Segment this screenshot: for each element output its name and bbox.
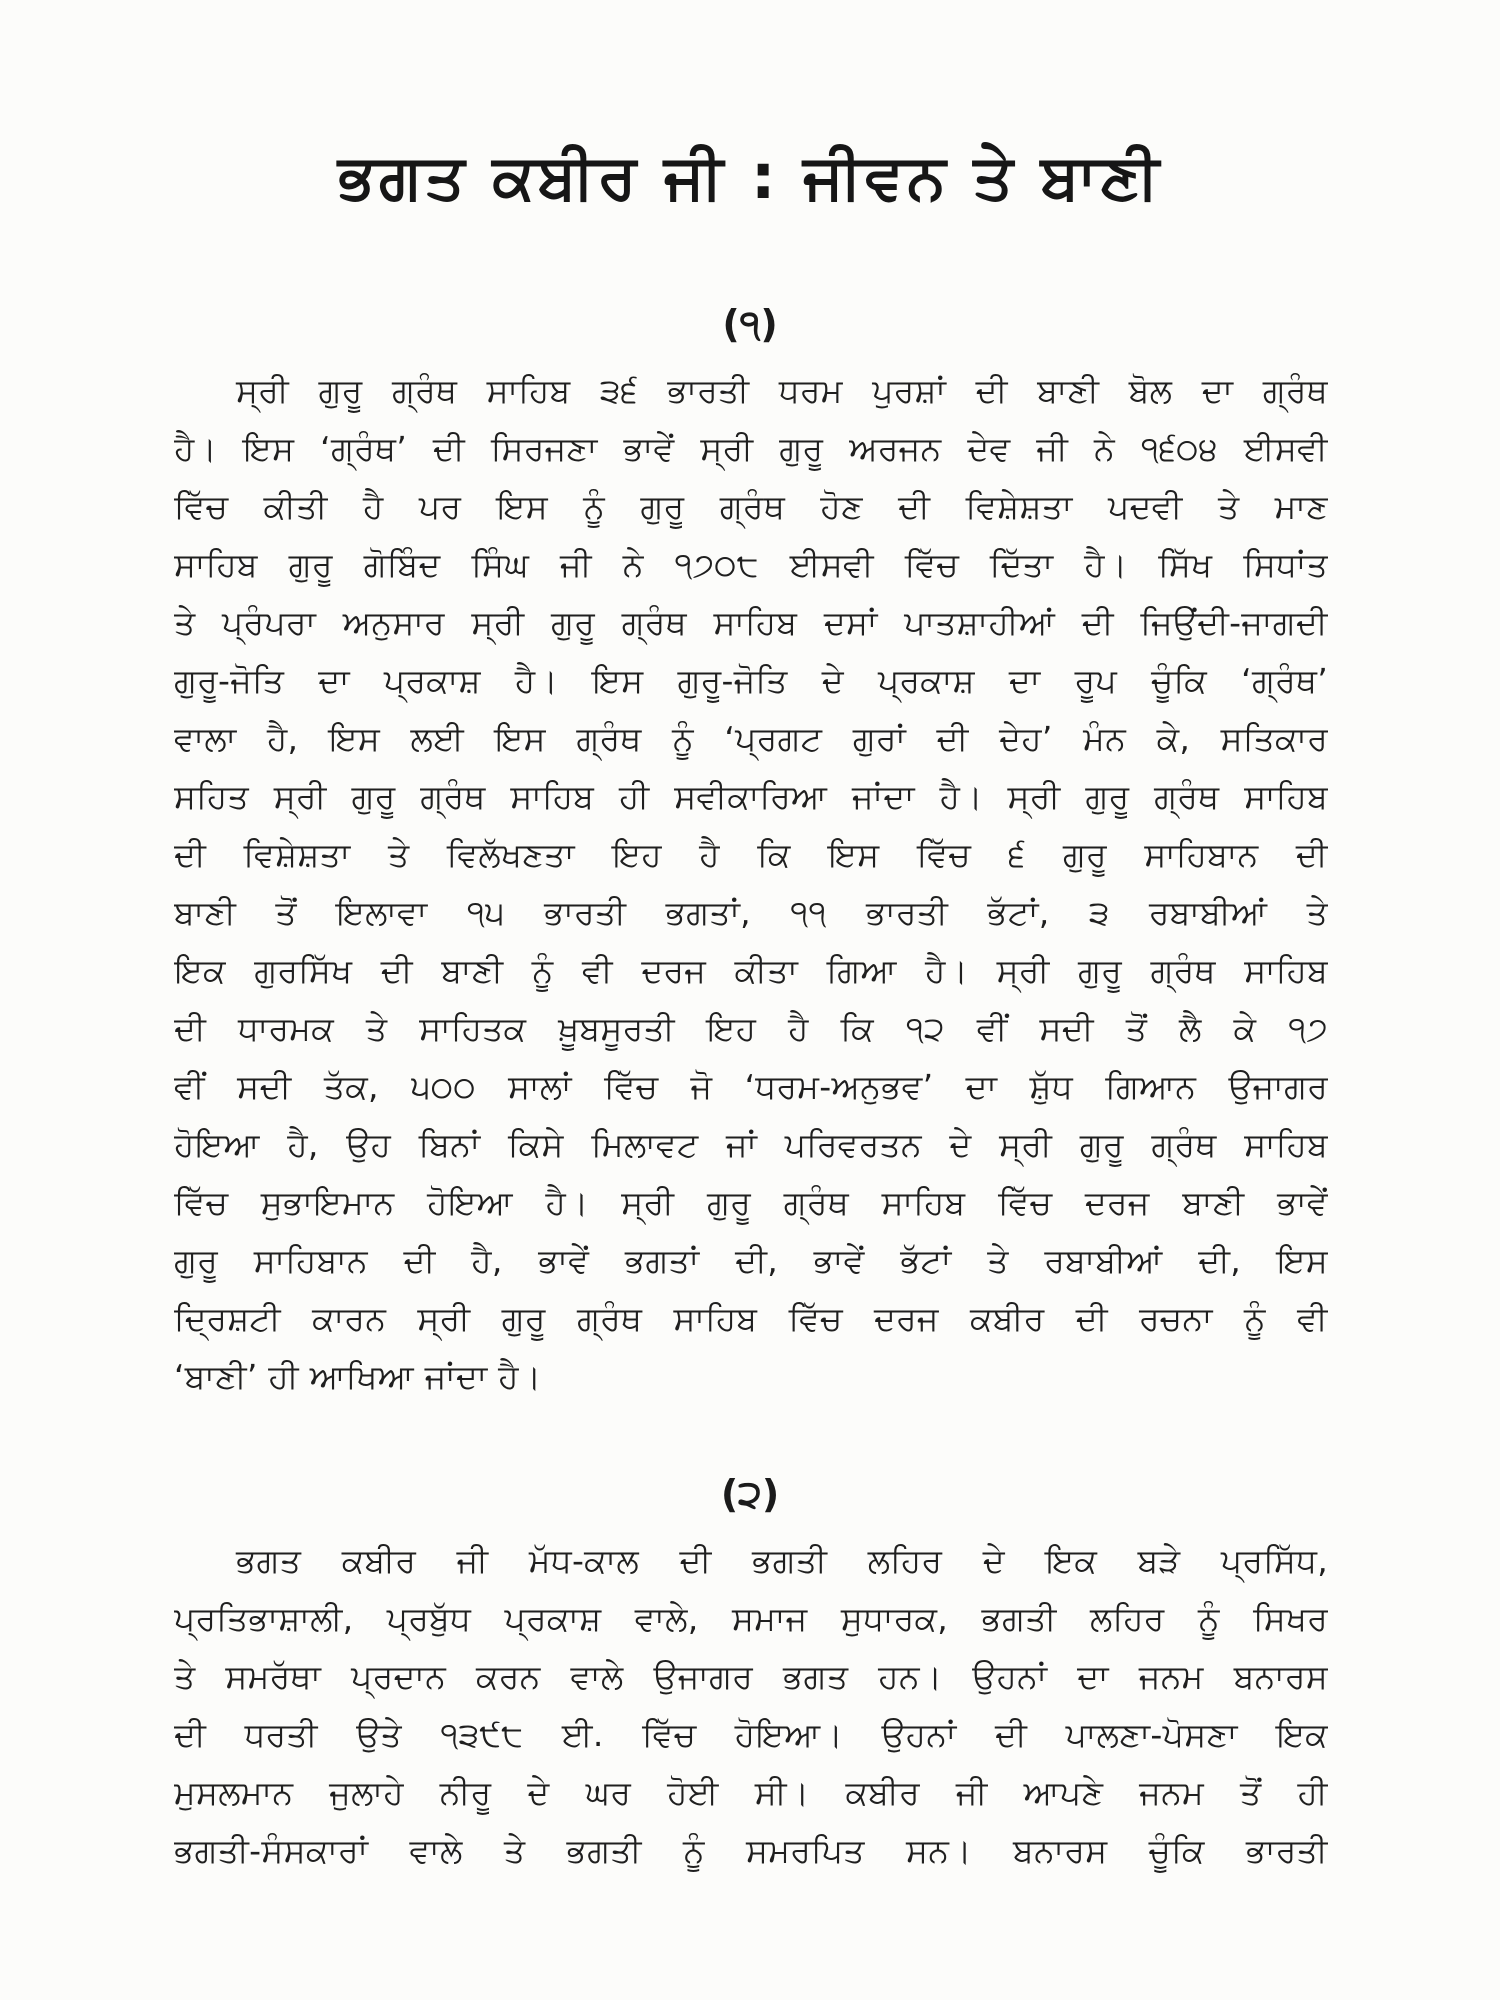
paragraph-line: ਬਾਣੀ ਤੋਂ ਇਲਾਵਾ ੧੫ ਭਾਰਤੀ ਭਗਤਾਂ, ੧੧ ਭਾਰਤੀ ਭੱਟਾਂ, ੩ ਰਬਾਬੀਆਂ ਤੇ bbox=[174, 893, 1328, 932]
paragraph-line: ਪ੍ਰਤਿਭਾਸ਼ਾਲੀ, ਪ੍ਰਬੁੱਧ ਪ੍ਰਕਾਸ਼ ਵਾਲੇ, ਸਮਾਜ ਸੁਧਾਰਕ, ਭਗਤੀ ਲਹਿਰ ਨੂੰ ਸਿਖਰ bbox=[174, 1599, 1328, 1638]
section-1-paragraph bbox=[174, 362, 1328, 1406]
paragraph-line: ‘ਬਾਣੀ’ ਹੀ ਆਖਿਆ ਜਾਂਦਾ ਹੈ। bbox=[174, 1357, 542, 1396]
paragraph-line: ਦੀ ਵਿਸ਼ੇਸ਼ਤਾ ਤੇ ਵਿਲੱਖਣਤਾ ਇਹ ਹੈ ਕਿ ਇਸ ਵਿੱਚ ੬ ਗੁਰੂ ਸਾਹਿਬਾਨ ਦੀ bbox=[174, 835, 1328, 874]
section-number-1: (੧) bbox=[722, 302, 778, 346]
paragraph-line: ਵੀਂ ਸਦੀ ਤੱਕ, ੫੦੦ ਸਾਲਾਂ ਵਿੱਚ ਜੋ ‘ਧਰਮ-ਅਨੁਭਵ’ ਦਾ ਸ਼ੁੱਧ ਗਿਆਨ ਉਜਾਗਰ bbox=[174, 1067, 1328, 1106]
paragraph-line: ਹੈ। ਇਸ ‘ਗ੍ਰੰਥ’ ਦੀ ਸਿਰਜਣਾ ਭਾਵੇਂ ਸ੍ਰੀ ਗੁਰੂ ਅਰਜਨ ਦੇਵ ਜੀ ਨੇ ੧੬੦੪ ਈਸਵੀ bbox=[174, 429, 1328, 468]
paragraph-line: ਦ੍ਰਿਸ਼ਟੀ ਕਾਰਨ ਸ੍ਰੀ ਗੁਰੂ ਗ੍ਰੰਥ ਸਾਹਿਬ ਵਿੱਚ ਦਰਜ ਕਬੀਰ ਦੀ ਰਚਨਾ ਨੂੰ ਵੀ bbox=[174, 1299, 1328, 1338]
paragraph-line: ਵਿੱਚ ਸੁਭਾਇਮਾਨ ਹੋਇਆ ਹੈ। ਸ੍ਰੀ ਗੁਰੂ ਗ੍ਰੰਥ ਸਾਹਿਬ ਵਿੱਚ ਦਰਜ ਬਾਣੀ ਭਾਵੇਂ bbox=[174, 1183, 1328, 1222]
page-title: ਭਗਤ ਕਬੀਰ ਜੀ : ਜੀਵਨ ਤੇ ਬਾਣੀ bbox=[337, 140, 1163, 213]
paragraph-line: ਦੀ ਧਾਰਮਕ ਤੇ ਸਾਹਿਤਕ ਖ਼ੂਬਸੂਰਤੀ ਇਹ ਹੈ ਕਿ ੧੨ ਵੀਂ ਸਦੀ ਤੋਂ ਲੈ ਕੇ ੧੭ bbox=[174, 1009, 1328, 1048]
paragraph-line: ਸਹਿਤ ਸ੍ਰੀ ਗੁਰੂ ਗ੍ਰੰਥ ਸਾਹਿਬ ਹੀ ਸਵੀਕਾਰਿਆ ਜਾਂਦਾ ਹੈ। ਸ੍ਰੀ ਗੁਰੂ ਗ੍ਰੰਥ ਸਾਹਿਬ bbox=[174, 777, 1328, 816]
paragraph-line: ਤੇ ਸਮਰੱਥਾ ਪ੍ਰਦਾਨ ਕਰਨ ਵਾਲੇ ਉਜਾਗਰ ਭਗਤ ਹਨ। ਉਹਨਾਂ ਦਾ ਜਨਮ ਬਨਾਰਸ bbox=[174, 1657, 1328, 1696]
paragraph-line: ਗੁਰੂ ਸਾਹਿਬਾਨ ਦੀ ਹੈ, ਭਾਵੇਂ ਭਗਤਾਂ ਦੀ, ਭਾਵੇਂ ਭੱਟਾਂ ਤੇ ਰਬਾਬੀਆਂ ਦੀ, ਇਸ bbox=[174, 1241, 1328, 1280]
paragraph-line: ਵਿੱਚ ਕੀਤੀ ਹੈ ਪਰ ਇਸ ਨੂੰ ਗੁਰੂ ਗ੍ਰੰਥ ਹੋਣ ਦੀ ਵਿਸ਼ੇਸ਼ਤਾ ਪਦਵੀ ਤੇ ਮਾਣ bbox=[174, 487, 1328, 526]
paragraph-line: ਹੋਇਆ ਹੈ, ਉਹ ਬਿਨਾਂ ਕਿਸੇ ਮਿਲਾਵਟ ਜਾਂ ਪਰਿਵਰਤਨ ਦੇ ਸ੍ਰੀ ਗੁਰੂ ਗ੍ਰੰਥ ਸਾਹਿਬ bbox=[174, 1125, 1328, 1164]
paragraph-line: ਮੁਸਲਮਾਨ ਜੁਲਾਹੇ ਨੀਰੂ ਦੇ ਘਰ ਹੋਈ ਸੀ। ਕਬੀਰ ਜੀ ਆਪਣੇ ਜਨਮ ਤੋਂ ਹੀ bbox=[174, 1773, 1328, 1812]
paragraph-line: ਗੁਰੂ-ਜੋਤਿ ਦਾ ਪ੍ਰਕਾਸ਼ ਹੈ। ਇਸ ਗੁਰੂ-ਜੋਤਿ ਦੇ ਪ੍ਰਕਾਸ਼ ਦਾ ਰੂਪ ਚੂੰਕਿ ‘ਗ੍ਰੰਥ’ bbox=[174, 661, 1328, 700]
paragraph-line: ਭਗਤੀ-ਸੰਸਕਾਰਾਂ ਵਾਲੇ ਤੇ ਭਗਤੀ ਨੂੰ ਸਮਰਪਿਤ ਸਨ। ਬਨਾਰਸ ਚੂੰਕਿ ਭਾਰਤੀ bbox=[174, 1831, 1328, 1870]
paragraph-line: ਦੀ ਧਰਤੀ ਉਤੇ ੧੩੯੮ ਈ. ਵਿੱਚ ਹੋਇਆ। ਉਹਨਾਂ ਦੀ ਪਾਲਣਾ-ਪੋਸਣਾ ਇਕ bbox=[174, 1715, 1328, 1754]
paragraph-line: ਸ੍ਰੀ ਗੁਰੂ ਗ੍ਰੰਥ ਸਾਹਿਬ ੩੬ ਭਾਰਤੀ ਧਰਮ ਪੁਰਸ਼ਾਂ ਦੀ ਬਾਣੀ ਬੋਲ ਦਾ ਗ੍ਰੰਥ bbox=[236, 371, 1328, 410]
paragraph-line: ਭਗਤ ਕਬੀਰ ਜੀ ਮੱਧ-ਕਾਲ ਦੀ ਭਗਤੀ ਲਹਿਰ ਦੇ ਇਕ ਬੜੇ ਪ੍ਰਸਿੱਧ, bbox=[236, 1541, 1328, 1580]
paragraph-line: ਸਾਹਿਬ ਗੁਰੂ ਗੋਬਿੰਦ ਸਿੰਘ ਜੀ ਨੇ ੧੭੦੮ ਈਸਵੀ ਵਿੱਚ ਦਿੱਤਾ ਹੈ। ਸਿੱਖ ਸਿਧਾਂਤ bbox=[174, 545, 1328, 584]
paragraph-line: ਵਾਲਾ ਹੈ, ਇਸ ਲਈ ਇਸ ਗ੍ਰੰਥ ਨੂੰ ‘ਪ੍ਰਗਟ ਗੁਰਾਂ ਦੀ ਦੇਹ’ ਮੰਨ ਕੇ, ਸਤਿਕਾਰ bbox=[174, 719, 1328, 758]
paragraph-line: ਇਕ ਗੁਰਸਿੱਖ ਦੀ ਬਾਣੀ ਨੂੰ ਵੀ ਦਰਜ ਕੀਤਾ ਗਿਆ ਹੈ। ਸ੍ਰੀ ਗੁਰੂ ਗ੍ਰੰਥ ਸਾਹਿਬ bbox=[174, 951, 1328, 990]
paragraph-line: ਤੇ ਪ੍ਰੰਪਰਾ ਅਨੁਸਾਰ ਸ੍ਰੀ ਗੁਰੂ ਗ੍ਰੰਥ ਸਾਹਿਬ ਦਸਾਂ ਪਾਤਸ਼ਾਹੀਆਂ ਦੀ ਜਿਉਂਦੀ-ਜਾਗਦੀ bbox=[174, 603, 1328, 642]
section-2-paragraph bbox=[174, 1532, 1328, 1880]
section-number-2: (੨) bbox=[720, 1472, 780, 1516]
